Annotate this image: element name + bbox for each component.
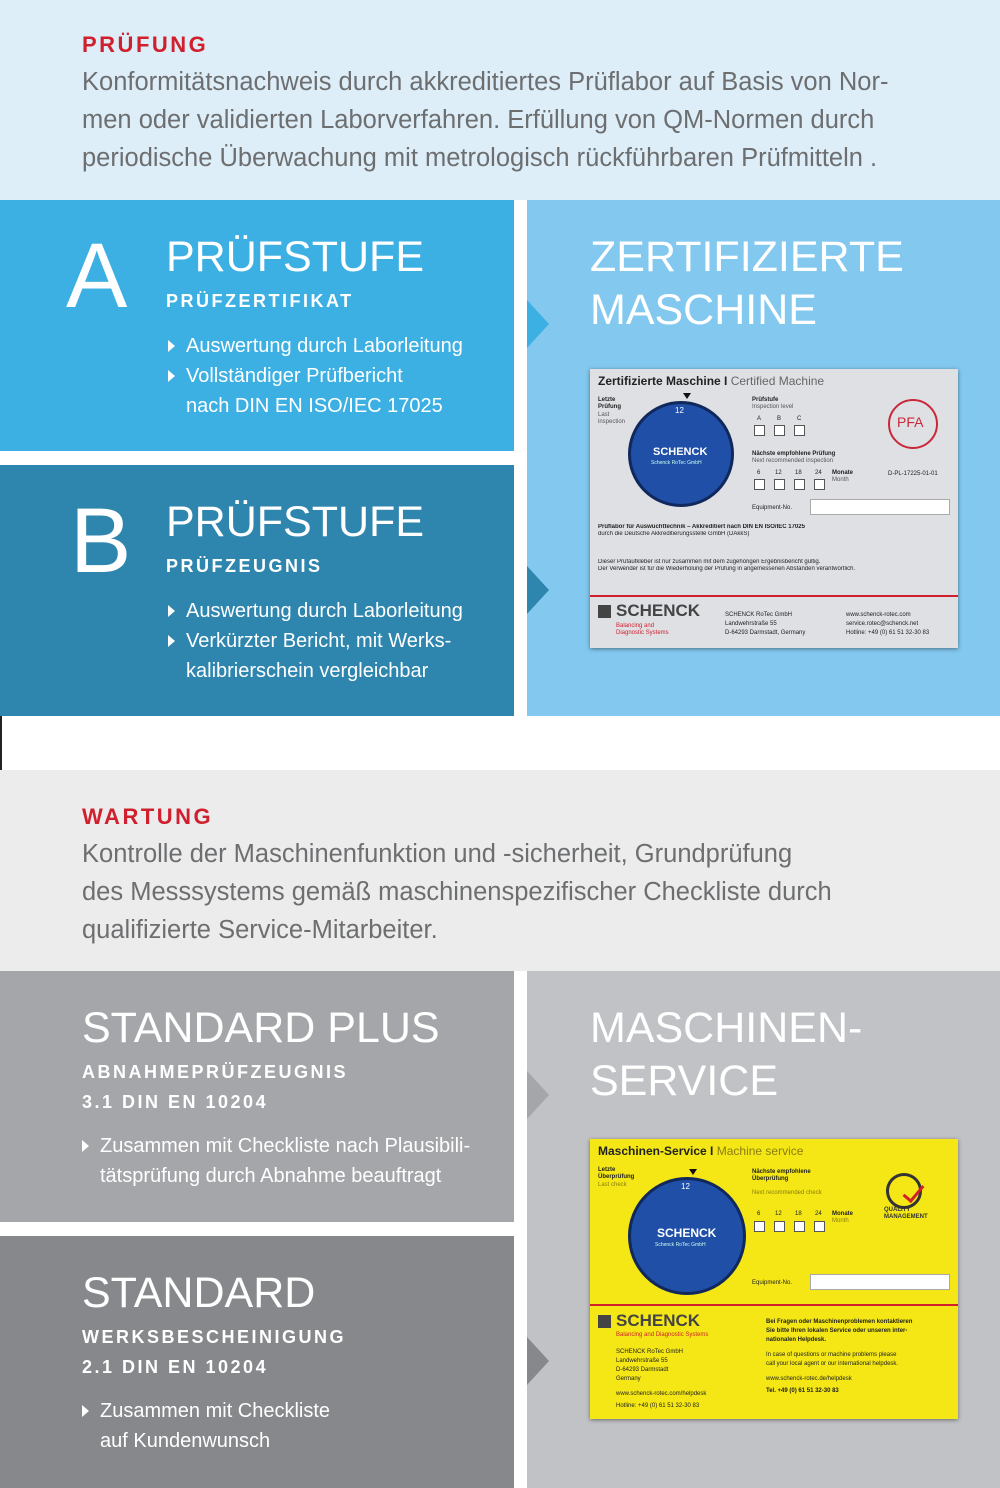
label-equipment: Equipment-No. [752,505,793,511]
level-b-checkbox [774,425,785,436]
bullet-item: Zusammen mit Checkliste [80,1396,330,1426]
pruefung-line: Konformitätsnachweis durch akkreditiertes Prüflabor auf Basis von Nor- [82,68,889,96]
dial-brand: SCHENCK [653,446,708,458]
standard-panel [0,1236,514,1488]
pruefstufe-a-subtitle: PRÜFZERTIFIKAT [166,291,354,311]
label-last-insp: Last check [598,1182,627,1188]
label-naechste: Nächste empfohlene Prüfung [752,451,836,457]
dial-brand: SCHENCK [657,1226,717,1240]
month-24-checkbox [814,1221,825,1232]
bullet-item-continuation: auf Kundenwunsch [100,1430,271,1452]
level-a-label: A [757,416,762,422]
footer-city: D-64293 Darmstadt, Germany [725,630,806,636]
month-18-checkbox [794,479,805,490]
label-pruefstufe: Prüfstufe [752,397,779,403]
helpdesk-phone: Tel. +49 (0) 61 51 32-30 83 [766,1388,839,1394]
level-c-checkbox [794,425,805,436]
footer-brand: SCHENCK [616,1311,701,1330]
bullet-item: Vollständiger Prüfbericht [166,361,463,391]
pruefstufe-a-bullets [166,331,463,421]
arrow-a-icon [527,300,549,348]
wartung-line: qualifizierte Service-Mitarbeiter. [82,916,438,944]
standard-plus-panel [0,971,514,1222]
label-next-rec: Next recommended inspection [752,458,834,464]
label-naechste: Nächste empfohlene Überprüfung [752,1169,811,1182]
level-a-checkbox [754,425,765,436]
footer-city: D-64293 Darmstadt [616,1367,669,1373]
label-title-en: Certified Machine [730,374,825,388]
bullet-item-continuation: nach DIN EN ISO/IEC 17025 [186,395,443,417]
wartung-intro [0,770,1000,971]
label-next-rec: Next recommended check [752,1190,822,1196]
pruefstufe-b-panel [0,465,514,716]
footer-tagline: Balancing and [616,623,655,629]
validity-note: Dieser Prüfaufkleber ist nur zusammen mit dem zugehörigen Ergebnisbericht gültig. [598,559,821,565]
result-title-line: MASCHINEN- [590,1004,863,1052]
dial-pointer-icon [683,393,691,399]
wartung-line: Kontrolle der Maschinenfunktion und -sicherheit, Grundprüfung [82,840,793,868]
dial-top-number: 12 [675,406,684,415]
level-c-label: C [797,416,802,422]
month-24-checkbox [814,479,825,490]
level-b-label: B [777,416,782,422]
footer-company: SCHENCK RoTec GmbH [725,612,793,618]
wartung-heading: WARTUNG [82,804,214,829]
standard-sub2: 2.1 DIN EN 10204 [82,1357,269,1377]
bullet-item-continuation: tätsprüfung durch Abnahme beauftragt [100,1165,442,1187]
quality-management-text: QUALITY MANAGEMENT [884,1207,928,1220]
certified-machine-label [590,369,958,648]
maschinen-service-panel [527,971,1000,1488]
dial-sub: Schenck RoTec GmbH [651,460,702,466]
dial-top-number: 12 [681,1182,690,1191]
bullet-item-continuation: kalibrierschein vergleichbar [186,660,429,682]
label-monate: Monate [832,1211,853,1217]
arrow-plus-icon [527,1071,549,1119]
standard-sub1: WERKSBESCHEINIGUNG [82,1327,347,1347]
helpdesk-text: In case of questions or machine problems please [766,1352,897,1358]
footer-street: Landwehrstraße 55 [725,621,777,627]
pruefung-intro [0,0,1000,200]
footer-mail: service.rotec@schenck.net [846,621,919,627]
pruefung-line: periodische Überwachung mit metrologisch rückführbaren Prüfmitteln . [82,144,878,172]
footer-tagline: Balancing and Diagnostic Systems [616,1332,709,1338]
footer-country: Germany [616,1376,641,1382]
month-24: 24 [815,470,822,476]
pruefung-description [82,63,982,177]
month-18: 18 [795,1211,802,1217]
label-month: Month [832,1218,849,1224]
equipment-number-field [810,499,950,515]
validity-note: Der Verwender ist für die Wiederholung der Prüfung in angemessenen Abständen verantwortlich. [598,566,856,572]
helpdesk-text: Bei Fragen oder Maschinenproblemen kontaktieren [766,1319,913,1325]
accreditation-line: Prüflabor für Auswuchttechnik – Akkreditiert nach DIN EN ISO/IEC 17025 [598,524,805,530]
month-12-checkbox [774,1221,785,1232]
month-12: 12 [775,1211,782,1217]
month-24: 24 [815,1211,822,1217]
wartung-description [82,835,982,949]
footer-tagline: Diagnostic Systems [616,630,669,636]
pfa-logo-icon [888,399,938,449]
machine-service-label [590,1139,958,1419]
inspection-dial-icon [628,401,734,507]
standard-bullets [80,1396,330,1456]
standard-title: STANDARD [82,1269,316,1317]
pruefung-line: men oder validierten Laborverfahren. Erfüllung von QM-Normen durch [82,106,875,134]
label-equipment: Equipment-No. [752,1280,793,1286]
label-title-en: Machine service [716,1144,804,1158]
label-title [598,1144,803,1158]
month-6-checkbox [754,1221,765,1232]
month-12: 12 [775,470,782,476]
label-pruefung: Überprüfung [598,1174,635,1180]
label-title-de: Maschinen-Service I [598,1144,714,1158]
footer-brand: SCHENCK [616,601,701,620]
schenck-logo-icon [598,605,611,618]
label-pruefung: Prüfung [598,404,621,410]
footer-street: Landwehrstraße 55 [616,1358,668,1364]
zertifizierte-maschine-panel [527,200,1000,716]
helpdesk-url: www.schenck-rotec.de/helpdesk [766,1376,852,1382]
month-6: 6 [757,470,761,476]
level-letter-a: A [66,225,128,327]
service-dial-icon [628,1177,746,1295]
bullet-item: Zusammen mit Checkliste nach Plausibili- [80,1131,470,1161]
label-red-rule [590,1304,958,1306]
pruefstufe-a-title: PRÜFSTUFE [166,233,424,281]
dakks-number: D-PL-17225-01-01 [888,471,938,477]
bullet-item: Verkürzter Bericht, mit Werks- [166,626,463,656]
label-red-rule [590,595,958,597]
helpdesk-text: nationalen Helpdesk. [766,1337,827,1343]
level-letter-b: B [70,490,132,592]
label-last-insp: Last inspection [598,412,626,425]
pruefung-heading: PRÜFUNG [82,32,209,57]
bullet-item: Auswertung durch Laborleitung [166,596,463,626]
standard-plus-bullets [80,1131,470,1191]
standard-plus-sub2: 3.1 DIN EN 10204 [82,1092,269,1112]
footer-web: www.schenck-rotec.com [846,612,911,618]
arrow-standard-icon [527,1337,549,1385]
label-letzte: Letzte [598,1167,616,1173]
label-insp-level: Inspection level [752,404,794,410]
month-6-checkbox [754,479,765,490]
schenck-logo-icon [598,1315,611,1328]
footer-hotline: Hotline: +49 (0) 61 51 32-30 83 [616,1403,700,1409]
dial-pointer-icon [689,1169,697,1175]
accreditation-line: durch die Deutsche Akkreditierungsstelle GmbH (DAkkS) [598,531,750,537]
footer-company: SCHENCK RoTec GmbH [616,1349,684,1355]
month-18-checkbox [794,1221,805,1232]
month-6: 6 [757,1211,761,1217]
label-monate: Monate [832,470,853,476]
label-month: Month [832,477,849,483]
equipment-number-field [810,1274,950,1290]
label-title-de: Zertifizierte Maschine I [598,374,728,388]
pruefstufe-b-bullets [166,596,463,686]
bullet-item: Auswertung durch Laborleitung [166,331,463,361]
divider-line [0,716,2,770]
standard-plus-title: STANDARD PLUS [82,1004,440,1052]
result-title-line: SERVICE [590,1057,778,1105]
helpdesk-text: call your local agent or our international helpdesk. [766,1361,899,1367]
label-letzte: Letzte [598,397,616,403]
standard-plus-sub1: ABNAHMEPRÜFZEUGNIS [82,1062,349,1082]
helpdesk-text: Sie bitte Ihren lokalen Service oder unseren inter- [766,1328,908,1334]
arrow-b-icon [527,566,549,614]
footer-web: www.schenck-rotec.com/helpdesk [616,1391,707,1397]
month-18: 18 [795,470,802,476]
wartung-line: des Messsystems gemäß maschinenspezifischer Checkliste durch [82,878,832,906]
result-title-line: ZERTIFIZIERTE [590,233,904,281]
result-title-line: MASCHINE [590,286,817,334]
month-12-checkbox [774,479,785,490]
dial-sub: Schenck RoTec GmbH [655,1242,706,1248]
pfa-text: PFA [897,414,924,430]
pruefstufe-b-title: PRÜFSTUFE [166,498,424,546]
pruefstufe-a-panel [0,200,514,451]
label-title [598,374,824,388]
footer-hotline: Hotline: +49 (0) 61 51 32-30 83 [846,630,930,636]
pruefstufe-b-subtitle: PRÜFZEUGNIS [166,556,323,576]
